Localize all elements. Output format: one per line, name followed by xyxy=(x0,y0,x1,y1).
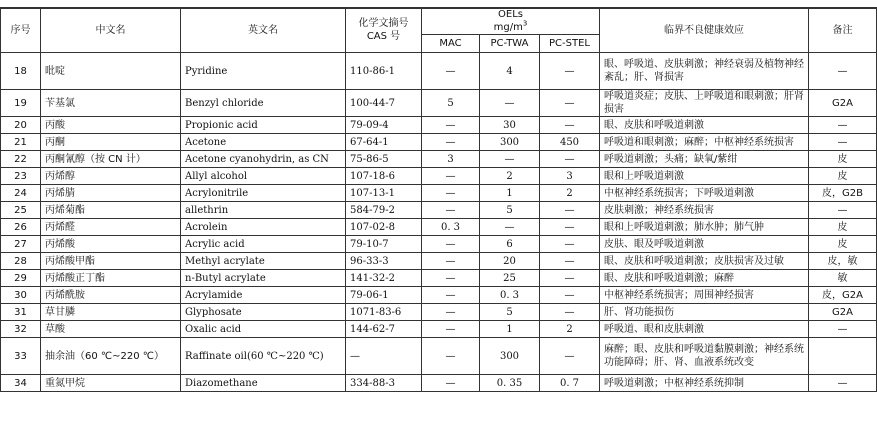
row-pc-twa: 20 xyxy=(480,253,540,270)
row-pc-twa: 2 xyxy=(480,168,540,185)
row-pc-twa: 30 xyxy=(480,117,540,134)
row-cn-name: 丙烯菊酯 xyxy=(41,202,181,219)
header-cas xyxy=(346,8,422,53)
row-no: 31 xyxy=(1,304,41,321)
row-cn-name: 丙烯腈 xyxy=(41,185,181,202)
row-pc-twa: 6 xyxy=(480,236,540,253)
row-pc-stel: 2 xyxy=(540,185,600,202)
row-no: 22 xyxy=(1,151,41,168)
row-en-name: Acetone xyxy=(181,134,346,151)
row-note: 皮，G2B xyxy=(809,185,877,202)
row-no: 29 xyxy=(1,270,41,287)
row-en-name: Raffinate oil(60 ℃~220 ℃) xyxy=(181,338,346,375)
table-row xyxy=(1,53,877,90)
row-pc-stel: — xyxy=(540,117,600,134)
row-pc-twa: 0. 3 xyxy=(480,287,540,304)
row-no: 18 xyxy=(1,53,41,90)
row-mac: — xyxy=(422,236,480,253)
row-no: 20 xyxy=(1,117,41,134)
table-row xyxy=(1,236,877,253)
row-note: — xyxy=(809,321,877,338)
table-row xyxy=(1,304,877,321)
row-mac: — xyxy=(422,287,480,304)
row-no: 30 xyxy=(1,287,41,304)
row-cn-name: 抽余油（60 ℃~220 ℃） xyxy=(41,338,181,375)
row-pc-stel: — xyxy=(540,287,600,304)
row-effects: 呼吸道刺激；中枢神经系统抑制 xyxy=(600,375,809,392)
row-effects: 眼和上呼吸道刺激；肺水肿；肺气肿 xyxy=(600,219,809,236)
row-effects: 眼和上呼吸道刺激 xyxy=(600,168,809,185)
row-cn-name: 丙酮氰醇（按 CN 计） xyxy=(41,151,181,168)
row-cas: — xyxy=(346,338,422,375)
row-mac: — xyxy=(422,134,480,151)
table-row xyxy=(1,338,877,375)
table-row xyxy=(1,270,877,287)
row-no: 28 xyxy=(1,253,41,270)
table-row xyxy=(1,219,877,236)
row-en-name: Acrylamide xyxy=(181,287,346,304)
row-note: 皮 xyxy=(809,219,877,236)
row-no: 26 xyxy=(1,219,41,236)
row-mac: — xyxy=(422,321,480,338)
row-note: — xyxy=(809,134,877,151)
row-cas: 79-09-4 xyxy=(346,117,422,134)
row-pc-stel: — xyxy=(540,202,600,219)
row-pc-stel: — xyxy=(540,236,600,253)
row-cas: 584-79-2 xyxy=(346,202,422,219)
row-effects: 肝、肾功能损伤 xyxy=(600,304,809,321)
row-effects: 呼吸道、眼和皮肤刺激 xyxy=(600,321,809,338)
row-cas: 107-02-8 xyxy=(346,219,422,236)
row-cas: 110-86-1 xyxy=(346,53,422,90)
row-pc-twa: 1 xyxy=(480,321,540,338)
table-row xyxy=(1,134,877,151)
row-pc-stel: — xyxy=(540,270,600,287)
row-effects: 皮肤、眼及呼吸道刺激 xyxy=(600,236,809,253)
oels-table xyxy=(0,7,877,392)
row-cn-name: 丙烯酸甲酯 xyxy=(41,253,181,270)
row-pc-stel: — xyxy=(540,219,600,236)
row-pc-stel: 0. 7 xyxy=(540,375,600,392)
row-note: 皮 xyxy=(809,151,877,168)
row-mac: — xyxy=(422,202,480,219)
row-pc-twa: 0. 35 xyxy=(480,375,540,392)
row-no: 24 xyxy=(1,185,41,202)
row-note: 皮，G2A xyxy=(809,287,877,304)
table-row xyxy=(1,117,877,134)
row-mac: — xyxy=(422,53,480,90)
row-mac: — xyxy=(422,168,480,185)
row-note: — xyxy=(809,375,877,392)
table-row xyxy=(1,253,877,270)
row-mac: — xyxy=(422,117,480,134)
row-cas: 75-86-5 xyxy=(346,151,422,168)
row-cn-name: 丙酸 xyxy=(41,117,181,134)
table-row xyxy=(1,168,877,185)
row-cn-name: 吡啶 xyxy=(41,53,181,90)
row-pc-stel: — xyxy=(540,53,600,90)
row-effects: 呼吸道刺激；头痛；缺氧/紫绀 xyxy=(600,151,809,168)
row-no: 19 xyxy=(1,90,41,117)
table-row xyxy=(1,151,877,168)
table-header xyxy=(1,8,877,53)
row-pc-stel: — xyxy=(540,90,600,117)
table-row xyxy=(1,202,877,219)
row-note: G2A xyxy=(809,304,877,321)
header-cas-line2: CAS 号 xyxy=(366,31,401,42)
row-cas: 100-44-7 xyxy=(346,90,422,117)
row-mac: — xyxy=(422,253,480,270)
header-cn-name: 中文名 xyxy=(41,8,181,53)
row-cn-name: 丙酮 xyxy=(41,134,181,151)
header-oels-title: OELs xyxy=(498,9,523,20)
row-note: — xyxy=(809,117,877,134)
row-cn-name: 丙烯醛 xyxy=(41,219,181,236)
header-effects: 临界不良健康效应 xyxy=(600,8,809,53)
row-effects: 呼吸道炎症；皮肤、上呼吸道和眼刺激；肝肾损害 xyxy=(600,90,809,117)
row-effects: 中枢神经系统损害；周围神经损害 xyxy=(600,287,809,304)
row-note: — xyxy=(809,53,877,90)
row-en-name: Acrylic acid xyxy=(181,236,346,253)
row-pc-stel: — xyxy=(540,151,600,168)
header-mac: MAC xyxy=(422,35,480,53)
row-mac: — xyxy=(422,375,480,392)
table-body xyxy=(1,53,877,392)
header-no: 序号 xyxy=(1,8,41,53)
row-pc-twa: — xyxy=(480,219,540,236)
row-cas: 141-32-2 xyxy=(346,270,422,287)
row-pc-twa: 1 xyxy=(480,185,540,202)
row-pc-twa: 5 xyxy=(480,304,540,321)
row-mac: — xyxy=(422,185,480,202)
row-no: 34 xyxy=(1,375,41,392)
row-mac: 0. 3 xyxy=(422,219,480,236)
row-en-name: Pyridine xyxy=(181,53,346,90)
row-mac: — xyxy=(422,338,480,375)
row-effects: 中枢神经系统损害；下呼吸道刺激 xyxy=(600,185,809,202)
row-effects: 眼、呼吸道、皮肤刺激；神经衰弱及植物神经紊乱；肝、肾损害 xyxy=(600,53,809,90)
row-cas: 334-88-3 xyxy=(346,375,422,392)
table-row xyxy=(1,321,877,338)
row-en-name: allethrin xyxy=(181,202,346,219)
row-pc-twa: 300 xyxy=(480,338,540,375)
row-pc-stel: — xyxy=(540,253,600,270)
header-cas-line1: 化学文摘号 xyxy=(358,18,409,29)
row-cn-name: 草甘膦 xyxy=(41,304,181,321)
row-pc-twa: 25 xyxy=(480,270,540,287)
row-cn-name: 苄基氯 xyxy=(41,90,181,117)
row-en-name: n-Butyl acrylate xyxy=(181,270,346,287)
row-effects: 眼、皮肤和呼吸道刺激 xyxy=(600,117,809,134)
row-no: 27 xyxy=(1,236,41,253)
header-oels xyxy=(422,8,600,35)
row-en-name: Acrylonitrile xyxy=(181,185,346,202)
header-pc-twa: PC-TWA xyxy=(480,35,540,53)
row-pc-twa: 4 xyxy=(480,53,540,90)
table-row xyxy=(1,90,877,117)
row-en-name: Methyl acrylate xyxy=(181,253,346,270)
row-pc-stel: 2 xyxy=(540,321,600,338)
row-note: 皮，敏 xyxy=(809,253,877,270)
row-pc-stel: — xyxy=(540,304,600,321)
row-cn-name: 重氮甲烷 xyxy=(41,375,181,392)
row-mac: — xyxy=(422,270,480,287)
row-cas: 144-62-7 xyxy=(346,321,422,338)
row-no: 21 xyxy=(1,134,41,151)
row-effects: 呼吸道和眼刺激；麻醉；中枢神经系统损害 xyxy=(600,134,809,151)
row-en-name: Acrolein xyxy=(181,219,346,236)
row-pc-stel: 3 xyxy=(540,168,600,185)
row-effects: 眼、皮肤和呼吸道刺激；麻醉 xyxy=(600,270,809,287)
row-no: 23 xyxy=(1,168,41,185)
row-cas: 67-64-1 xyxy=(346,134,422,151)
row-note xyxy=(809,338,877,375)
row-cn-name: 丙烯酰胺 xyxy=(41,287,181,304)
row-mac: — xyxy=(422,304,480,321)
row-pc-stel: 450 xyxy=(540,134,600,151)
row-pc-stel: — xyxy=(540,338,600,375)
row-cas: 79-10-7 xyxy=(346,236,422,253)
header-oels-unit xyxy=(426,21,595,34)
row-effects: 眼、皮肤和呼吸道刺激；皮肤损害及过敏 xyxy=(600,253,809,270)
row-en-name: Glyphosate xyxy=(181,304,346,321)
header-unit-base: mg/m xyxy=(493,22,523,33)
row-en-name: Propionic acid xyxy=(181,117,346,134)
row-cas: 107-13-1 xyxy=(346,185,422,202)
table-row xyxy=(1,185,877,202)
table-row xyxy=(1,287,877,304)
row-cas: 1071-83-6 xyxy=(346,304,422,321)
row-cn-name: 丙烯酸正丁酯 xyxy=(41,270,181,287)
header-pc-stel: PC-STEL xyxy=(540,35,600,53)
row-pc-twa: 300 xyxy=(480,134,540,151)
row-note: — xyxy=(809,202,877,219)
row-pc-twa: — xyxy=(480,151,540,168)
header-en-name: 英文名 xyxy=(181,8,346,53)
row-effects: 皮肤刺激；神经系统损害 xyxy=(600,202,809,219)
row-cn-name: 丙烯醇 xyxy=(41,168,181,185)
row-note: 皮 xyxy=(809,168,877,185)
row-en-name: Benzyl chloride xyxy=(181,90,346,117)
row-note: 敏 xyxy=(809,270,877,287)
row-pc-twa: 5 xyxy=(480,202,540,219)
row-en-name: Acetone cyanohydrin, as CN xyxy=(181,151,346,168)
row-no: 33 xyxy=(1,338,41,375)
row-no: 32 xyxy=(1,321,41,338)
row-cn-name: 草酸 xyxy=(41,321,181,338)
row-pc-twa: — xyxy=(480,90,540,117)
row-en-name: Diazomethane xyxy=(181,375,346,392)
row-mac: 3 xyxy=(422,151,480,168)
table-row xyxy=(1,375,877,392)
row-cas: 96-33-3 xyxy=(346,253,422,270)
row-effects: 麻醉；眼、皮肤和呼吸道黏膜刺激；神经系统功能障碍；肝、肾、血液系统改变 xyxy=(600,338,809,375)
row-cn-name: 丙烯酸 xyxy=(41,236,181,253)
row-mac: 5 xyxy=(422,90,480,117)
row-note: G2A xyxy=(809,90,877,117)
row-en-name: Oxalic acid xyxy=(181,321,346,338)
row-cas: 79-06-1 xyxy=(346,287,422,304)
row-en-name: Allyl alcohol xyxy=(181,168,346,185)
row-note: 皮 xyxy=(809,236,877,253)
header-note: 备注 xyxy=(809,8,877,53)
row-no: 25 xyxy=(1,202,41,219)
header-unit-exp: 3 xyxy=(522,19,528,28)
row-cas: 107-18-6 xyxy=(346,168,422,185)
